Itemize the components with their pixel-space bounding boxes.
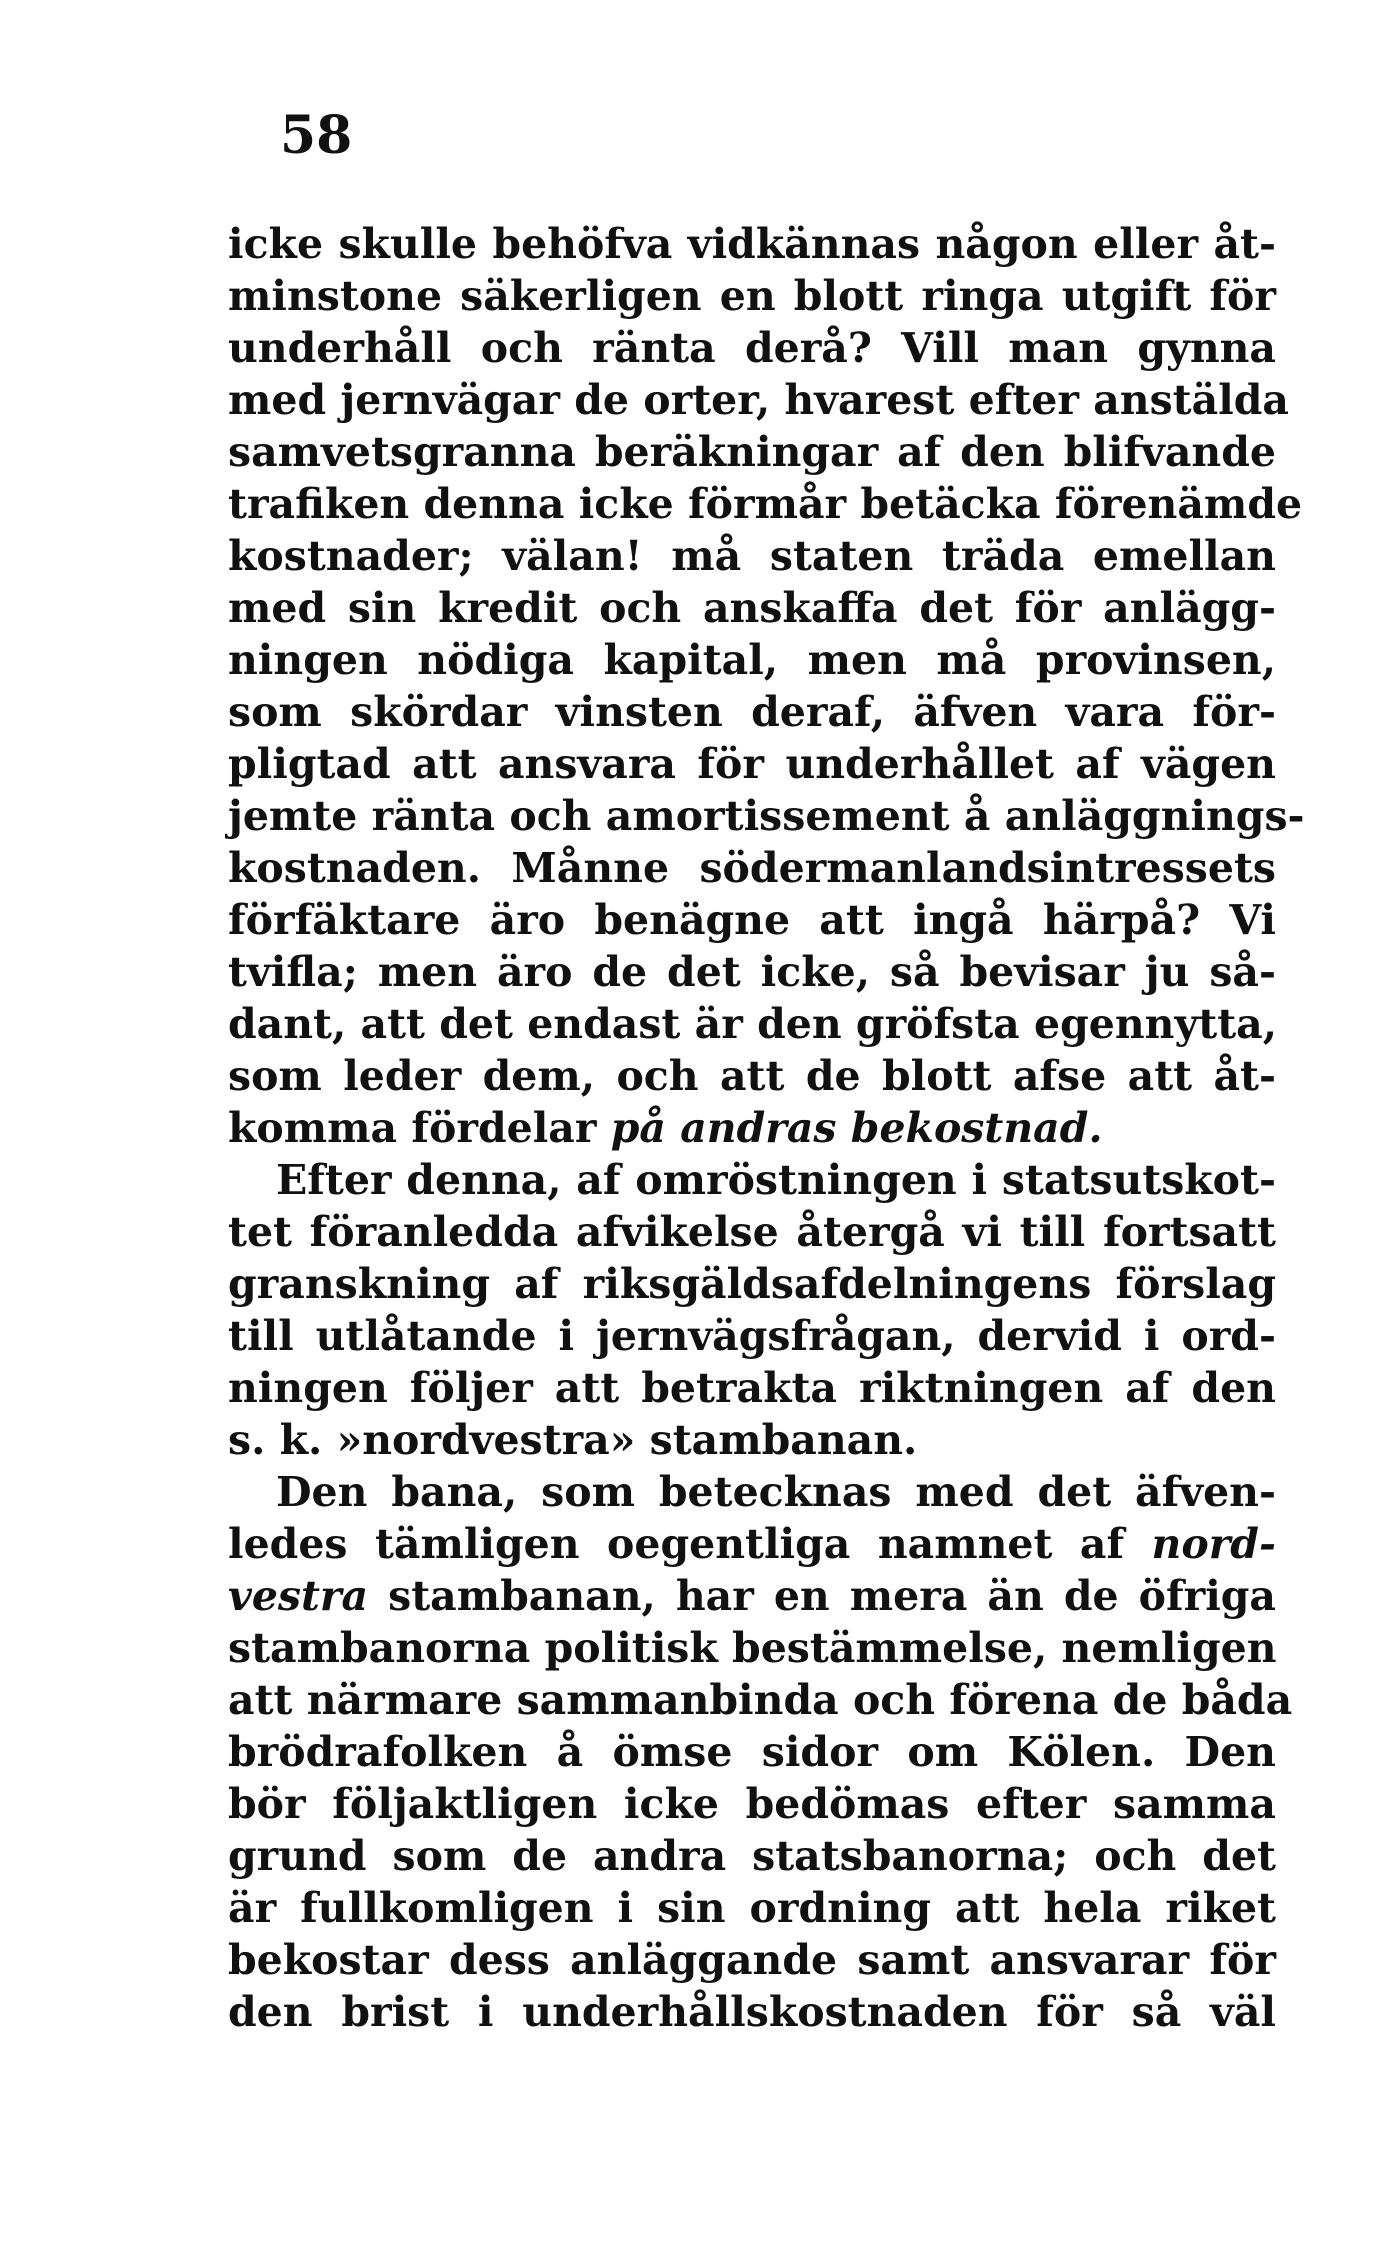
text-line: icke skulle behöfva vidkännas någon eller åt- [228, 220, 1276, 268]
text-line [228, 1518, 1276, 1570]
text-line: s. k. »nordvestra» stambanan. [228, 1416, 918, 1464]
text-line: brödrafolken å ömse sidor om Kölen. Den [228, 1728, 1276, 1776]
text-line: bör följaktligen icke bedömas efter samma [228, 1780, 1276, 1828]
text-line: som skördar vinsten deraf, äfven vara för- [228, 688, 1276, 736]
paragraph-first-line: Efter denna, af omröstningen i statsutskot- [276, 1156, 1276, 1204]
text-segment: komma fördelar [228, 1104, 611, 1152]
text-line: med jernvägar de orter, hvarest efter anstälda [228, 376, 1289, 424]
text-line: att närmare sammanbinda och förena de båda [228, 1676, 1293, 1724]
text-line: trafiken denna icke förmår betäcka förenämde [228, 480, 1303, 528]
text-line: samvetsgranna beräkningar af den blifvande [228, 428, 1276, 476]
text-line: som leder dem, och att de blott afse att åt- [228, 1052, 1276, 1100]
text-line: är fullkomligen i sin ordning att hela riket [228, 1884, 1276, 1932]
text-line: underhåll och ränta derå? Vill man gynna [228, 324, 1276, 372]
text-line: tet föranledda afvikelse återgå vi till fortsatt [228, 1208, 1276, 1256]
text-line: jemte ränta och amortissement å anläggnings- [228, 792, 1305, 840]
page-number: 58 [280, 105, 353, 166]
text-line: den brist i underhållskostnaden för så väl [228, 1988, 1276, 2036]
text-line: stambanorna politisk bestämmelse, nemligen [228, 1624, 1277, 1672]
paragraph-first-line: Den bana, som betecknas med det äfven- [276, 1468, 1276, 1516]
text-line: grund som de andra statsbanorna; och det [228, 1832, 1276, 1880]
text-line: ningen följer att betrakta riktningen af den [228, 1364, 1276, 1412]
text-line: minstone säkerligen en blott ringa utgift för [228, 272, 1276, 320]
text-line [228, 1570, 1276, 1622]
text-line: ningen nödiga kapital, men må provinsen, [228, 636, 1276, 684]
text-segment: stambanan, har en mera än de öfriga [368, 1572, 1276, 1620]
text-line: pligtad att ansvara för underhållet af vägen [228, 740, 1276, 788]
text-line: kostnaden. Månne södermanlandsintressets [228, 844, 1276, 892]
text-line: till utlåtande i jernvägsfrågan, dervid i ord- [228, 1312, 1276, 1360]
text-line: granskning af riksgäldsafdelningens förslag [228, 1260, 1276, 1308]
text-segment: ledes tämligen oegentliga namnet af [228, 1520, 1152, 1568]
body-text [228, 218, 1305, 2038]
text-line [228, 1102, 1276, 1154]
italic-text: vestra [228, 1572, 369, 1620]
text-line: bekostar dess anläggande samt ansvarar för [228, 1936, 1276, 1984]
italic-text: på andras bekostnad. [610, 1104, 1103, 1152]
text-line: tvifla; men äro de det icke, så bevisar ju så- [228, 948, 1276, 996]
text-line: dant, att det endast är den gröfsta egennytta, [228, 1000, 1278, 1048]
text-line: kostnader; välan! må staten träda emellan [228, 532, 1276, 580]
text-line: förfäktare äro benägne att ingå härpå? Vi [228, 896, 1276, 944]
italic-text: nord- [1151, 1520, 1276, 1568]
text-line: med sin kredit och anskaffa det för anlägg- [228, 584, 1276, 632]
